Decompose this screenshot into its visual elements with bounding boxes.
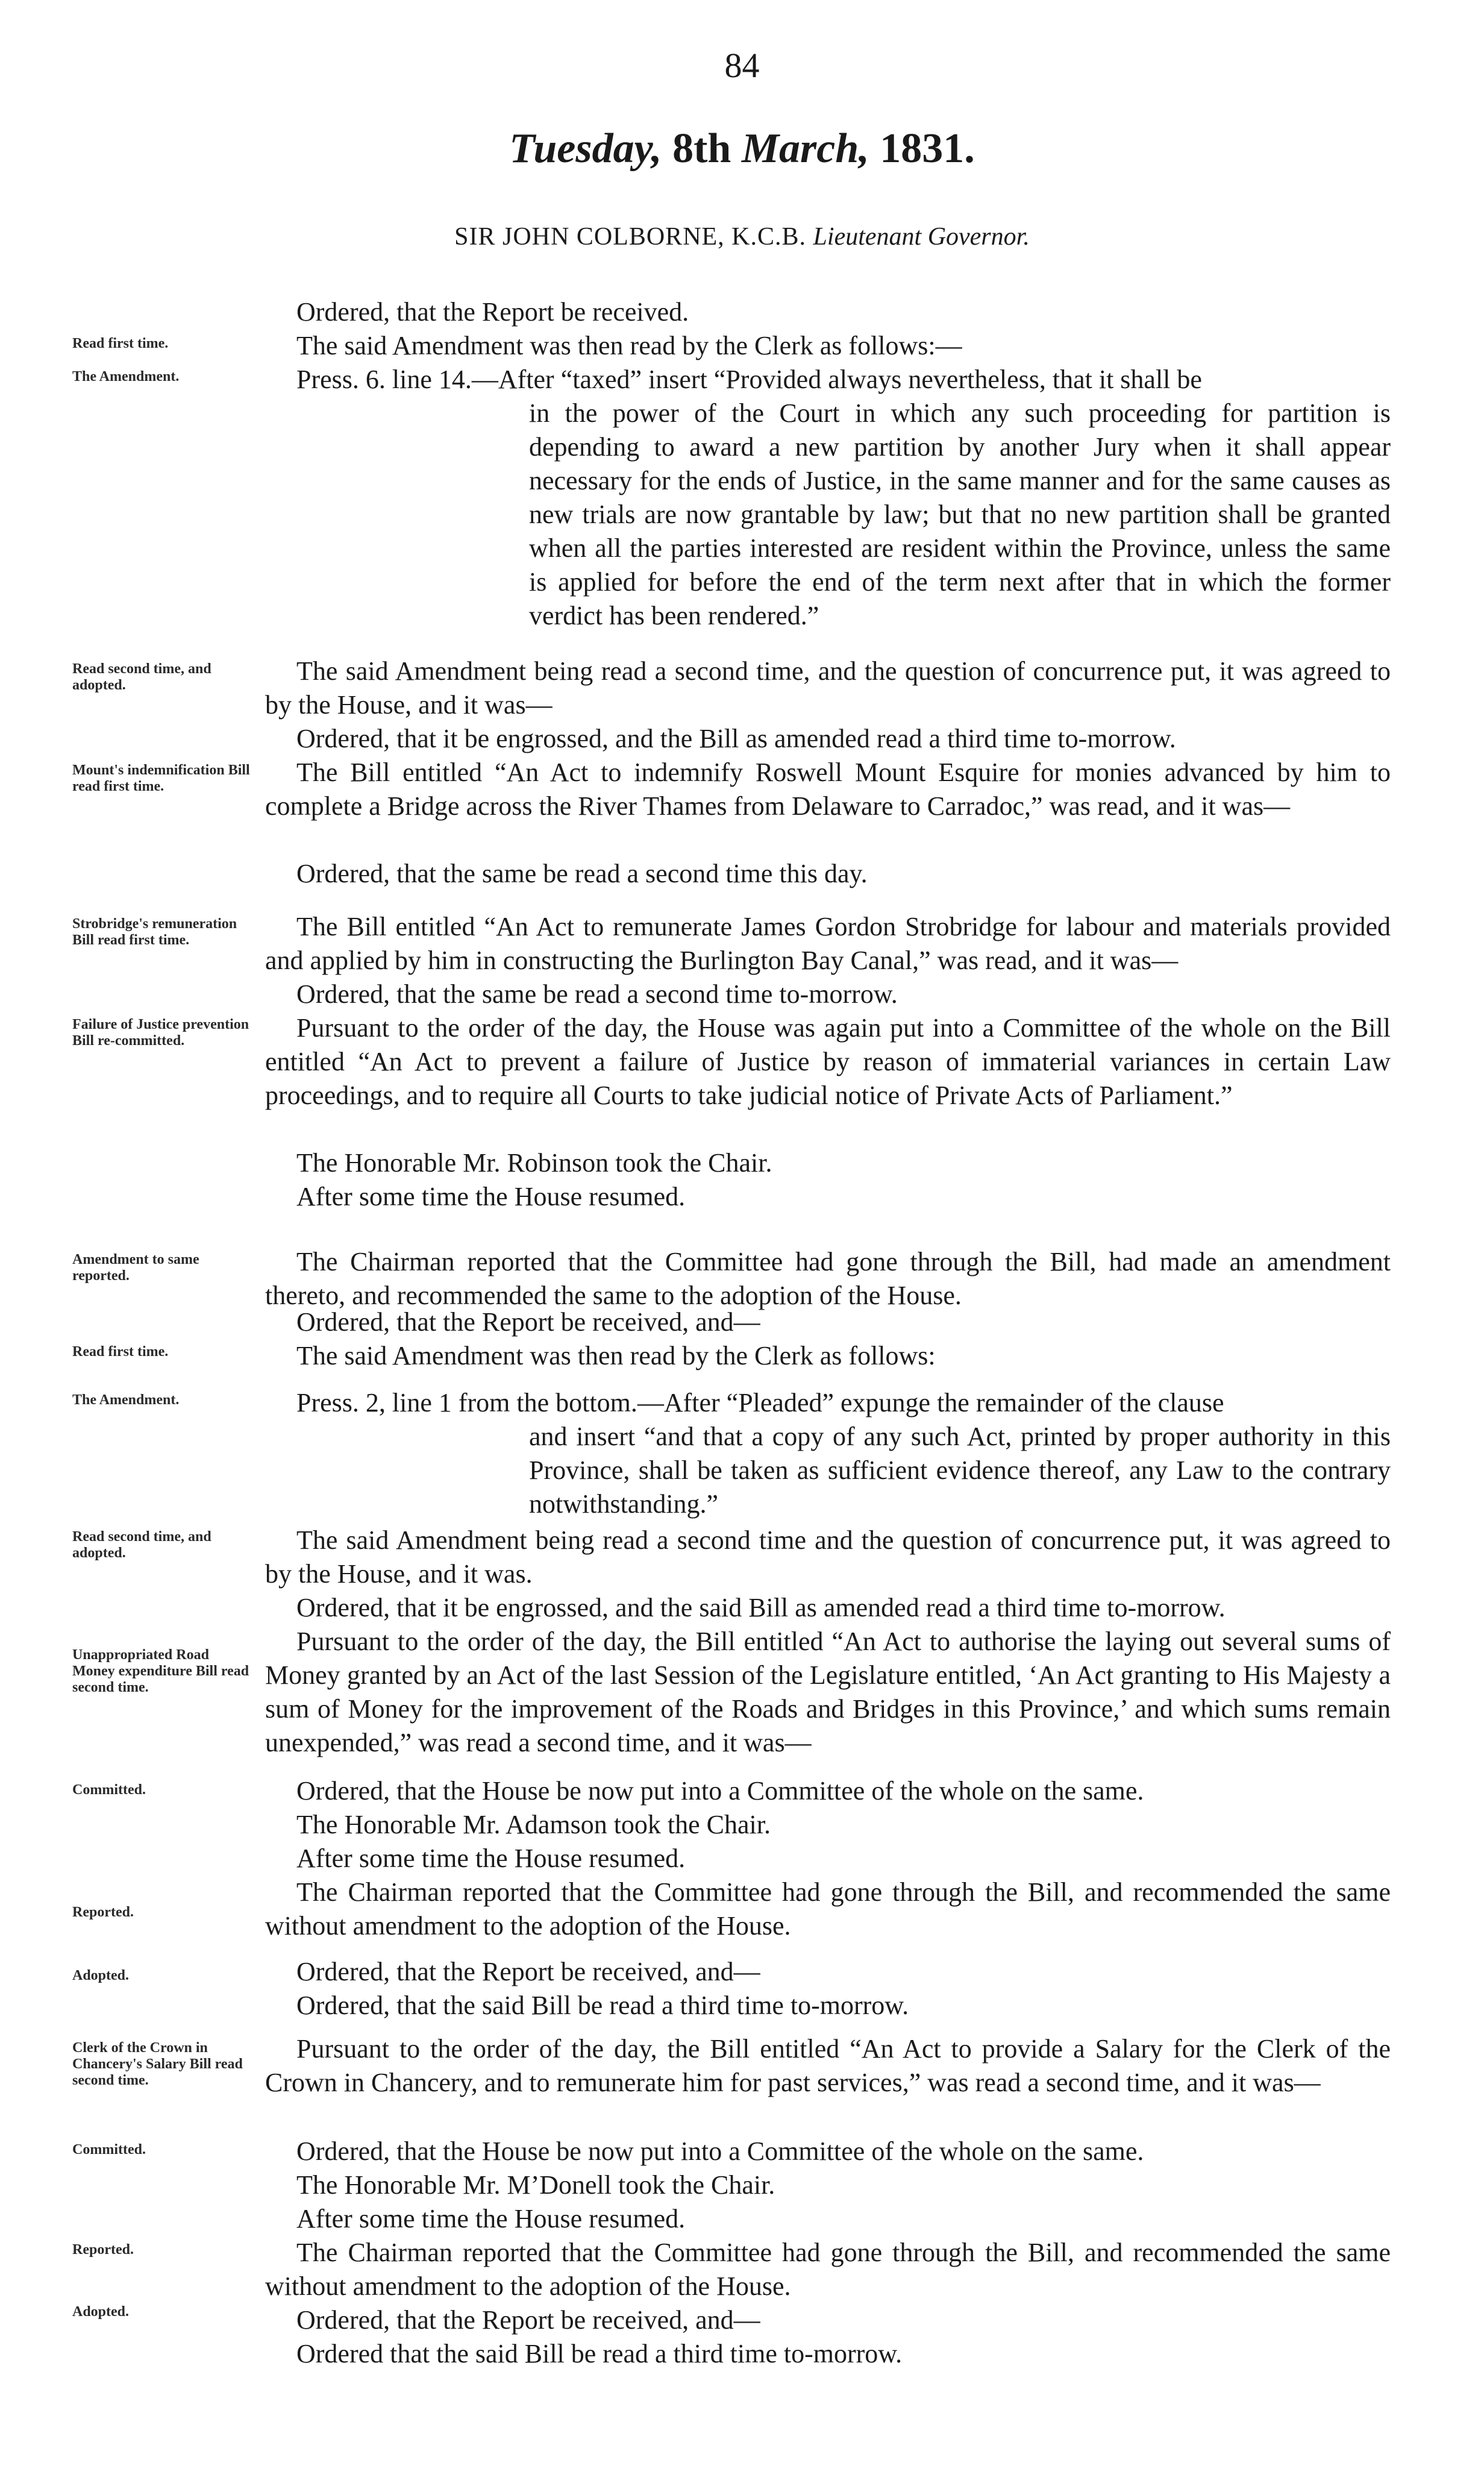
- paragraph: Ordered that the said Bill be read a third time to-morrow.: [296, 2339, 903, 2368]
- margin-note: Mount's indemnification Bill read first time.: [72, 762, 250, 794]
- paragraph: The Honorable Mr. M’Donell took the Chair.: [296, 2170, 775, 2200]
- margin-note: Read second time, and adopted.: [72, 661, 211, 693]
- paragraph: Ordered, that the same be read a second time this day.: [296, 859, 868, 888]
- margin-note: Amendment to same reported.: [72, 1252, 199, 1284]
- margin-note: Clerk of the Crown in Chancery's Salary Bill read second time.: [72, 2040, 243, 2088]
- date-year: 1831.: [869, 125, 975, 172]
- paragraph: Pursuant to the order of the day, the Bill entitled “An Act to provide a Salary for the Clerk of the Crown in Chancery, and to remunerate him for past services,” was read a second time, and it was—: [265, 2034, 1391, 2097]
- paragraph: Ordered, that it be engrossed, and the Bill as amended read a third time to-morrow.: [296, 724, 1176, 753]
- paragraph: Ordered, that the House be now put into a Committee of the whole on the same.: [296, 1776, 1144, 1806]
- paragraph: The said Amendment was then read by the Clerk as follows:: [296, 1341, 936, 1370]
- margin-note: Read second time, and adopted.: [72, 1529, 211, 1561]
- amendment-lead: Press. 2, line 1 from the bottom.—After “Pleaded” expunge the remainder of the clause: [296, 1388, 1224, 1417]
- date-mid: 8th: [662, 125, 742, 172]
- amendment-lead: Press. 6. line 14.—After “taxed” insert “Provided always nevertheless, that it shall be: [296, 365, 1202, 394]
- margin-note: Unappropriated Road Money expenditure Bill read second time.: [72, 1647, 249, 1695]
- margin-note: Committed.: [72, 1782, 146, 1798]
- paragraph: The said Amendment was then read by the Clerk as follows:—: [296, 331, 962, 360]
- margin-note: Strobridge's remuneration Bill read first time.: [72, 916, 237, 948]
- paragraph: Ordered, that it be engrossed, and the said Bill as amended read a third time to-morrow.: [296, 1593, 1226, 1622]
- paragraph: The Chairman reported that the Committee had gone through the Bill, had made an amendment thereto, and recommended the same to the adoption of the House.: [265, 1247, 1391, 1310]
- paragraph: After some time the House resumed.: [296, 1182, 686, 1211]
- margin-note: Reported.: [72, 1904, 134, 1920]
- governor-name: SIR JOHN COLBORNE, K.C.B.: [454, 223, 813, 251]
- paragraph: The Honorable Mr. Robinson took the Chair.: [296, 1148, 772, 1178]
- margin-note: Read first time.: [72, 1344, 169, 1360]
- date-heading: [0, 125, 1484, 172]
- margin-note: Failure of Justice prevention Bill re-committed.: [72, 1017, 249, 1049]
- amendment-text: and insert “and that a copy of any such Act, printed by proper authority in this Province, shall be taken as sufficient evidence thereof, any Law to the contrary notwithstanding.”: [529, 1422, 1391, 1519]
- paragraph: Ordered, that the same be read a second time to-morrow.: [296, 979, 898, 1009]
- paragraph: The Bill entitled “An Act to remunerate James Gordon Strobridge for labour and materials provided and applied by him in constructing the Burlington Bay Canal,” was read, and it was—: [265, 912, 1391, 975]
- page-number: 84: [724, 46, 760, 85]
- paragraph: The said Amendment being read a second time and the question of concurrence put, it was agreed to by the House, and it was.: [265, 1525, 1391, 1589]
- margin-note: Read first time.: [72, 336, 169, 351]
- date-day: Tuesday,: [509, 125, 662, 172]
- amendment-text: in the power of the Court in which any such proceeding for partition is depending to award a new partition by another Jury when it shall appear necessary for the ends of Justice, in the same manner and for the same causes as new trials are now grantable by law; but that no new partition shall be granted when all the parties interested are resident within the Province, unless the same is applied for before the end of the term next after that in which the former verdict has been rendered.”: [529, 398, 1391, 630]
- margin-note: Adopted.: [72, 2304, 130, 2320]
- paragraph: The Chairman reported that the Committee had gone through the Bill, and recommended the same without amendment to the adoption of the House.: [265, 2238, 1391, 2301]
- paragraph: The Honorable Mr. Adamson took the Chair.: [296, 1810, 771, 1839]
- margin-note: Reported.: [72, 2242, 134, 2258]
- paragraph: After some time the House resumed.: [296, 2204, 686, 2233]
- margin-note: The Amendment.: [72, 1392, 180, 1408]
- margin-note: Adopted.: [72, 1968, 130, 1983]
- paragraph: The said Amendment being read a second time, and the question of concurrence put, it was agreed to by the House, and it was—: [265, 656, 1391, 720]
- paragraph: Ordered, that the Report be received.: [296, 297, 689, 327]
- paragraph: Pursuant to the order of the day, the Bill entitled “An Act to authorise the laying out several sums of Money granted by an Act of the last Session of the Legislature entitled, ‘An Act granting to His Majesty a sum of Money for the improvement of the Roads and Bridges in this Province,’ and which sums remain unexpended,” was read a second time, and it was—: [265, 1627, 1391, 1757]
- paragraph: Ordered, that the House be now put into a Committee of the whole on the same.: [296, 2136, 1144, 2166]
- governor-title: Lieutenant Governor.: [813, 223, 1030, 251]
- paragraph: The Chairman reported that the Committee had gone through the Bill, and recommended the same without amendment to the adoption of the House.: [265, 1877, 1391, 1941]
- margin-note: Committed.: [72, 2142, 146, 2158]
- margin-note: The Amendment.: [72, 369, 180, 384]
- paragraph: Ordered, that the Report be received, and—: [296, 1957, 760, 1986]
- paragraph: Ordered, that the said Bill be read a third time to-morrow.: [296, 1991, 909, 2020]
- paragraph: After some time the House resumed.: [296, 1844, 686, 1873]
- paragraph: The Bill entitled “An Act to indemnify Roswell Mount Esquire for monies advanced by him to complete a Bridge across the River Thames from Delaware to Carradoc,” was read, and it was—: [265, 758, 1391, 821]
- date-month: March,: [741, 125, 869, 172]
- paragraph: Ordered, that the Report be received, and—: [296, 2305, 760, 2335]
- paragraph: Ordered, that the Report be received, and—: [296, 1307, 760, 1337]
- paragraph: Pursuant to the order of the day, the House was again put into a Committee of the whole on the Bill entitled “An Act to prevent a failure of Justice by reason of immaterial variances in certain Law proceedings, and to require all Courts to take judicial notice of Private Acts of Parliament.”: [265, 1013, 1391, 1110]
- governor-line: [0, 224, 1484, 250]
